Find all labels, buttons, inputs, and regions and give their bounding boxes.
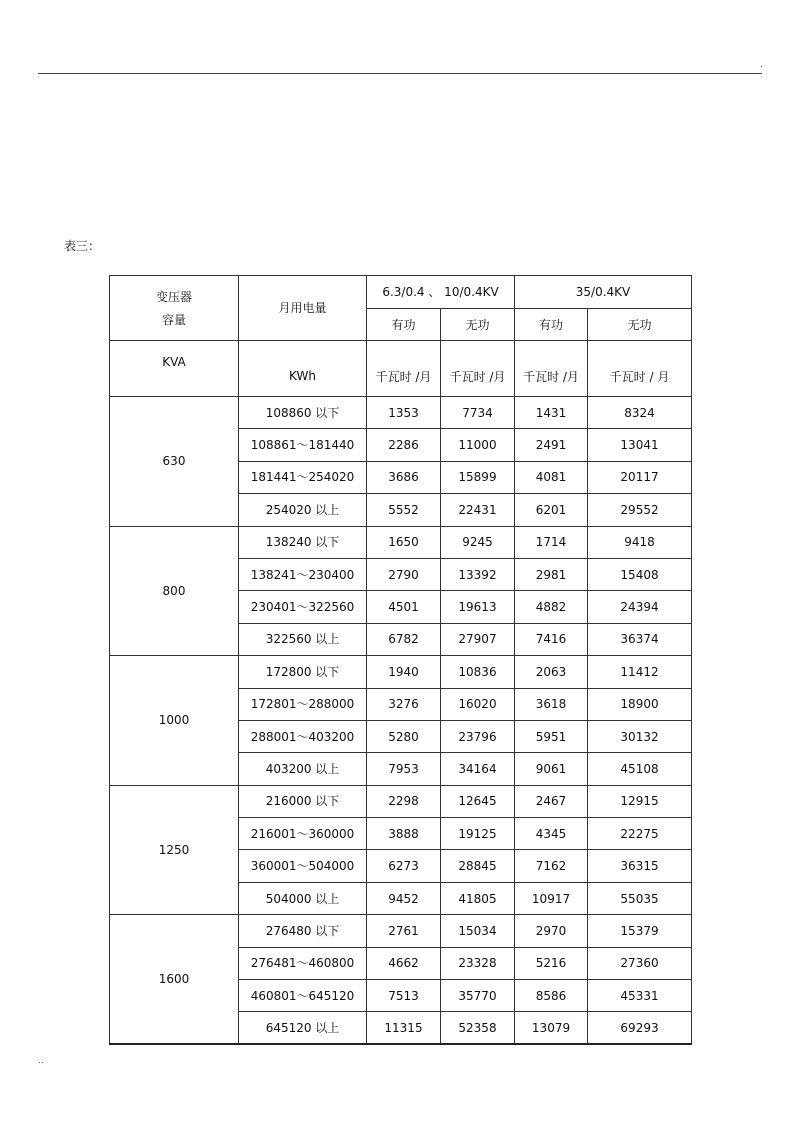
table-row: [110, 785, 692, 817]
usage-range-cell: 108861～181440: [239, 429, 367, 461]
usage-range-cell: 138240 以下: [239, 526, 367, 558]
low-voltage-reactive-cell: 22431: [441, 494, 515, 526]
high-voltage-reactive-cell: 29552: [588, 494, 692, 526]
high-voltage-active-cell: 7162: [515, 850, 588, 882]
low-voltage-reactive-cell: 15899: [441, 461, 515, 493]
header-group-low-voltage: 6.3/0.4 、 10/0.4KV: [367, 276, 515, 309]
low-voltage-reactive-cell: 23328: [441, 947, 515, 979]
low-voltage-reactive-cell: 23796: [441, 720, 515, 752]
unit-high-active: 千瓦时 /月: [515, 341, 588, 397]
low-voltage-active-cell: 3888: [367, 818, 441, 850]
corner-mark-bottom: ..: [38, 1056, 44, 1066]
low-voltage-reactive-cell: 27907: [441, 623, 515, 655]
header-capacity: [110, 276, 239, 341]
high-voltage-reactive-cell: 20117: [588, 461, 692, 493]
usage-range-cell: 108860 以下: [239, 397, 367, 429]
usage-range-cell: 216000 以下: [239, 785, 367, 817]
high-voltage-active-cell: 10917: [515, 882, 588, 914]
low-voltage-reactive-cell: 28845: [441, 850, 515, 882]
table-body: [110, 397, 692, 1045]
low-voltage-reactive-cell: 19125: [441, 818, 515, 850]
usage-range-cell: 360001～504000: [239, 850, 367, 882]
usage-range-cell: 138241～230400: [239, 558, 367, 590]
low-voltage-active-cell: 2298: [367, 785, 441, 817]
table-row: [110, 397, 692, 429]
low-voltage-reactive-cell: 12645: [441, 785, 515, 817]
low-voltage-reactive-cell: 7734: [441, 397, 515, 429]
high-voltage-reactive-cell: 9418: [588, 526, 692, 558]
header-capacity-line1: 变压器: [155, 289, 192, 304]
header-low-reactive: 无功: [441, 309, 515, 341]
low-voltage-reactive-cell: 16020: [441, 688, 515, 720]
low-voltage-reactive-cell: 35770: [441, 980, 515, 1012]
low-voltage-reactive-cell: 41805: [441, 882, 515, 914]
low-voltage-active-cell: 1650: [367, 526, 441, 558]
low-voltage-active-cell: 6273: [367, 850, 441, 882]
capacity-cell: 630: [110, 397, 239, 527]
low-voltage-active-cell: 2790: [367, 558, 441, 590]
low-voltage-reactive-cell: 10836: [441, 656, 515, 688]
capacity-cell: 800: [110, 526, 239, 656]
low-voltage-reactive-cell: 9245: [441, 526, 515, 558]
high-voltage-reactive-cell: 8324: [588, 397, 692, 429]
high-voltage-reactive-cell: 18900: [588, 688, 692, 720]
table-row: [110, 526, 692, 558]
high-voltage-reactive-cell: 55035: [588, 882, 692, 914]
high-voltage-reactive-cell: 24394: [588, 591, 692, 623]
low-voltage-active-cell: 1940: [367, 656, 441, 688]
high-voltage-reactive-cell: 36374: [588, 623, 692, 655]
low-voltage-reactive-cell: 15034: [441, 915, 515, 947]
usage-range-cell: 322560 以上: [239, 623, 367, 655]
unit-kwh: KWh: [239, 341, 367, 397]
capacity-cell: 1600: [110, 915, 239, 1045]
usage-range-cell: 276481～460800: [239, 947, 367, 979]
unit-kva: KVA: [110, 341, 239, 397]
usage-range-cell: 181441～254020: [239, 461, 367, 493]
high-voltage-active-cell: 13079: [515, 1012, 588, 1044]
high-voltage-reactive-cell: 22275: [588, 818, 692, 850]
low-voltage-active-cell: 5552: [367, 494, 441, 526]
low-voltage-active-cell: 11315: [367, 1012, 441, 1044]
high-voltage-reactive-cell: 30132: [588, 720, 692, 752]
high-voltage-active-cell: 2970: [515, 915, 588, 947]
high-voltage-reactive-cell: 15379: [588, 915, 692, 947]
low-voltage-active-cell: 9452: [367, 882, 441, 914]
low-voltage-active-cell: 7513: [367, 980, 441, 1012]
high-voltage-reactive-cell: 45331: [588, 980, 692, 1012]
high-voltage-active-cell: 2063: [515, 656, 588, 688]
unit-low-reactive: 千瓦时 /月: [441, 341, 515, 397]
unit-high-reactive: 千瓦时 / 月: [588, 341, 692, 397]
capacity-cell: 1000: [110, 656, 239, 786]
high-voltage-reactive-cell: 12915: [588, 785, 692, 817]
header-low-active: 有功: [367, 309, 441, 341]
usage-range-cell: 276480 以下: [239, 915, 367, 947]
high-voltage-active-cell: 2981: [515, 558, 588, 590]
usage-range-cell: 288001～403200: [239, 720, 367, 752]
capacity-cell: 1250: [110, 785, 239, 915]
low-voltage-reactive-cell: 19613: [441, 591, 515, 623]
low-voltage-reactive-cell: 52358: [441, 1012, 515, 1044]
high-voltage-reactive-cell: 11412: [588, 656, 692, 688]
usage-range-cell: 172800 以下: [239, 656, 367, 688]
unit-low-active: 千瓦时 /月: [367, 341, 441, 397]
high-voltage-active-cell: 4882: [515, 591, 588, 623]
high-voltage-active-cell: 1714: [515, 526, 588, 558]
low-voltage-reactive-cell: 11000: [441, 429, 515, 461]
usage-range-cell: 254020 以上: [239, 494, 367, 526]
high-voltage-active-cell: 5951: [515, 720, 588, 752]
low-voltage-active-cell: 1353: [367, 397, 441, 429]
usage-range-cell: 216001～360000: [239, 818, 367, 850]
transformer-loss-table: [109, 275, 692, 1045]
high-voltage-active-cell: 6201: [515, 494, 588, 526]
high-voltage-active-cell: 8586: [515, 980, 588, 1012]
usage-range-cell: 460801～645120: [239, 980, 367, 1012]
high-voltage-active-cell: 1431: [515, 397, 588, 429]
low-voltage-active-cell: 4501: [367, 591, 441, 623]
header-monthly-usage: 月用电量: [239, 276, 367, 341]
low-voltage-active-cell: 4662: [367, 947, 441, 979]
high-voltage-active-cell: 4345: [515, 818, 588, 850]
corner-mark-top: .: [760, 60, 763, 70]
high-voltage-active-cell: 3618: [515, 688, 588, 720]
low-voltage-active-cell: 6782: [367, 623, 441, 655]
high-voltage-active-cell: 9061: [515, 753, 588, 785]
header-high-active: 有功: [515, 309, 588, 341]
table-header: [110, 276, 692, 397]
high-voltage-reactive-cell: 15408: [588, 558, 692, 590]
low-voltage-active-cell: 7953: [367, 753, 441, 785]
high-voltage-active-cell: 7416: [515, 623, 588, 655]
header-group-high-voltage: 35/0.4KV: [515, 276, 692, 309]
table-row: [110, 656, 692, 688]
low-voltage-reactive-cell: 13392: [441, 558, 515, 590]
high-voltage-reactive-cell: 45108: [588, 753, 692, 785]
usage-range-cell: 645120 以上: [239, 1012, 367, 1044]
usage-range-cell: 504000 以上: [239, 882, 367, 914]
low-voltage-active-cell: 3276: [367, 688, 441, 720]
low-voltage-active-cell: 2761: [367, 915, 441, 947]
usage-range-cell: 230401～322560: [239, 591, 367, 623]
high-voltage-active-cell: 5216: [515, 947, 588, 979]
table-row: [110, 915, 692, 947]
low-voltage-reactive-cell: 34164: [441, 753, 515, 785]
usage-range-cell: 172801～288000: [239, 688, 367, 720]
header-rule: [38, 73, 762, 74]
high-voltage-reactive-cell: 27360: [588, 947, 692, 979]
high-voltage-reactive-cell: 69293: [588, 1012, 692, 1044]
low-voltage-active-cell: 3686: [367, 461, 441, 493]
high-voltage-active-cell: 2491: [515, 429, 588, 461]
low-voltage-active-cell: 2286: [367, 429, 441, 461]
usage-range-cell: 403200 以上: [239, 753, 367, 785]
high-voltage-active-cell: 4081: [515, 461, 588, 493]
low-voltage-active-cell: 5280: [367, 720, 441, 752]
header-capacity-line2: 容量: [161, 312, 186, 327]
table-caption: 表三：: [64, 239, 101, 253]
high-voltage-reactive-cell: 36315: [588, 850, 692, 882]
high-voltage-active-cell: 2467: [515, 785, 588, 817]
high-voltage-reactive-cell: 13041: [588, 429, 692, 461]
header-high-reactive: 无功: [588, 309, 692, 341]
